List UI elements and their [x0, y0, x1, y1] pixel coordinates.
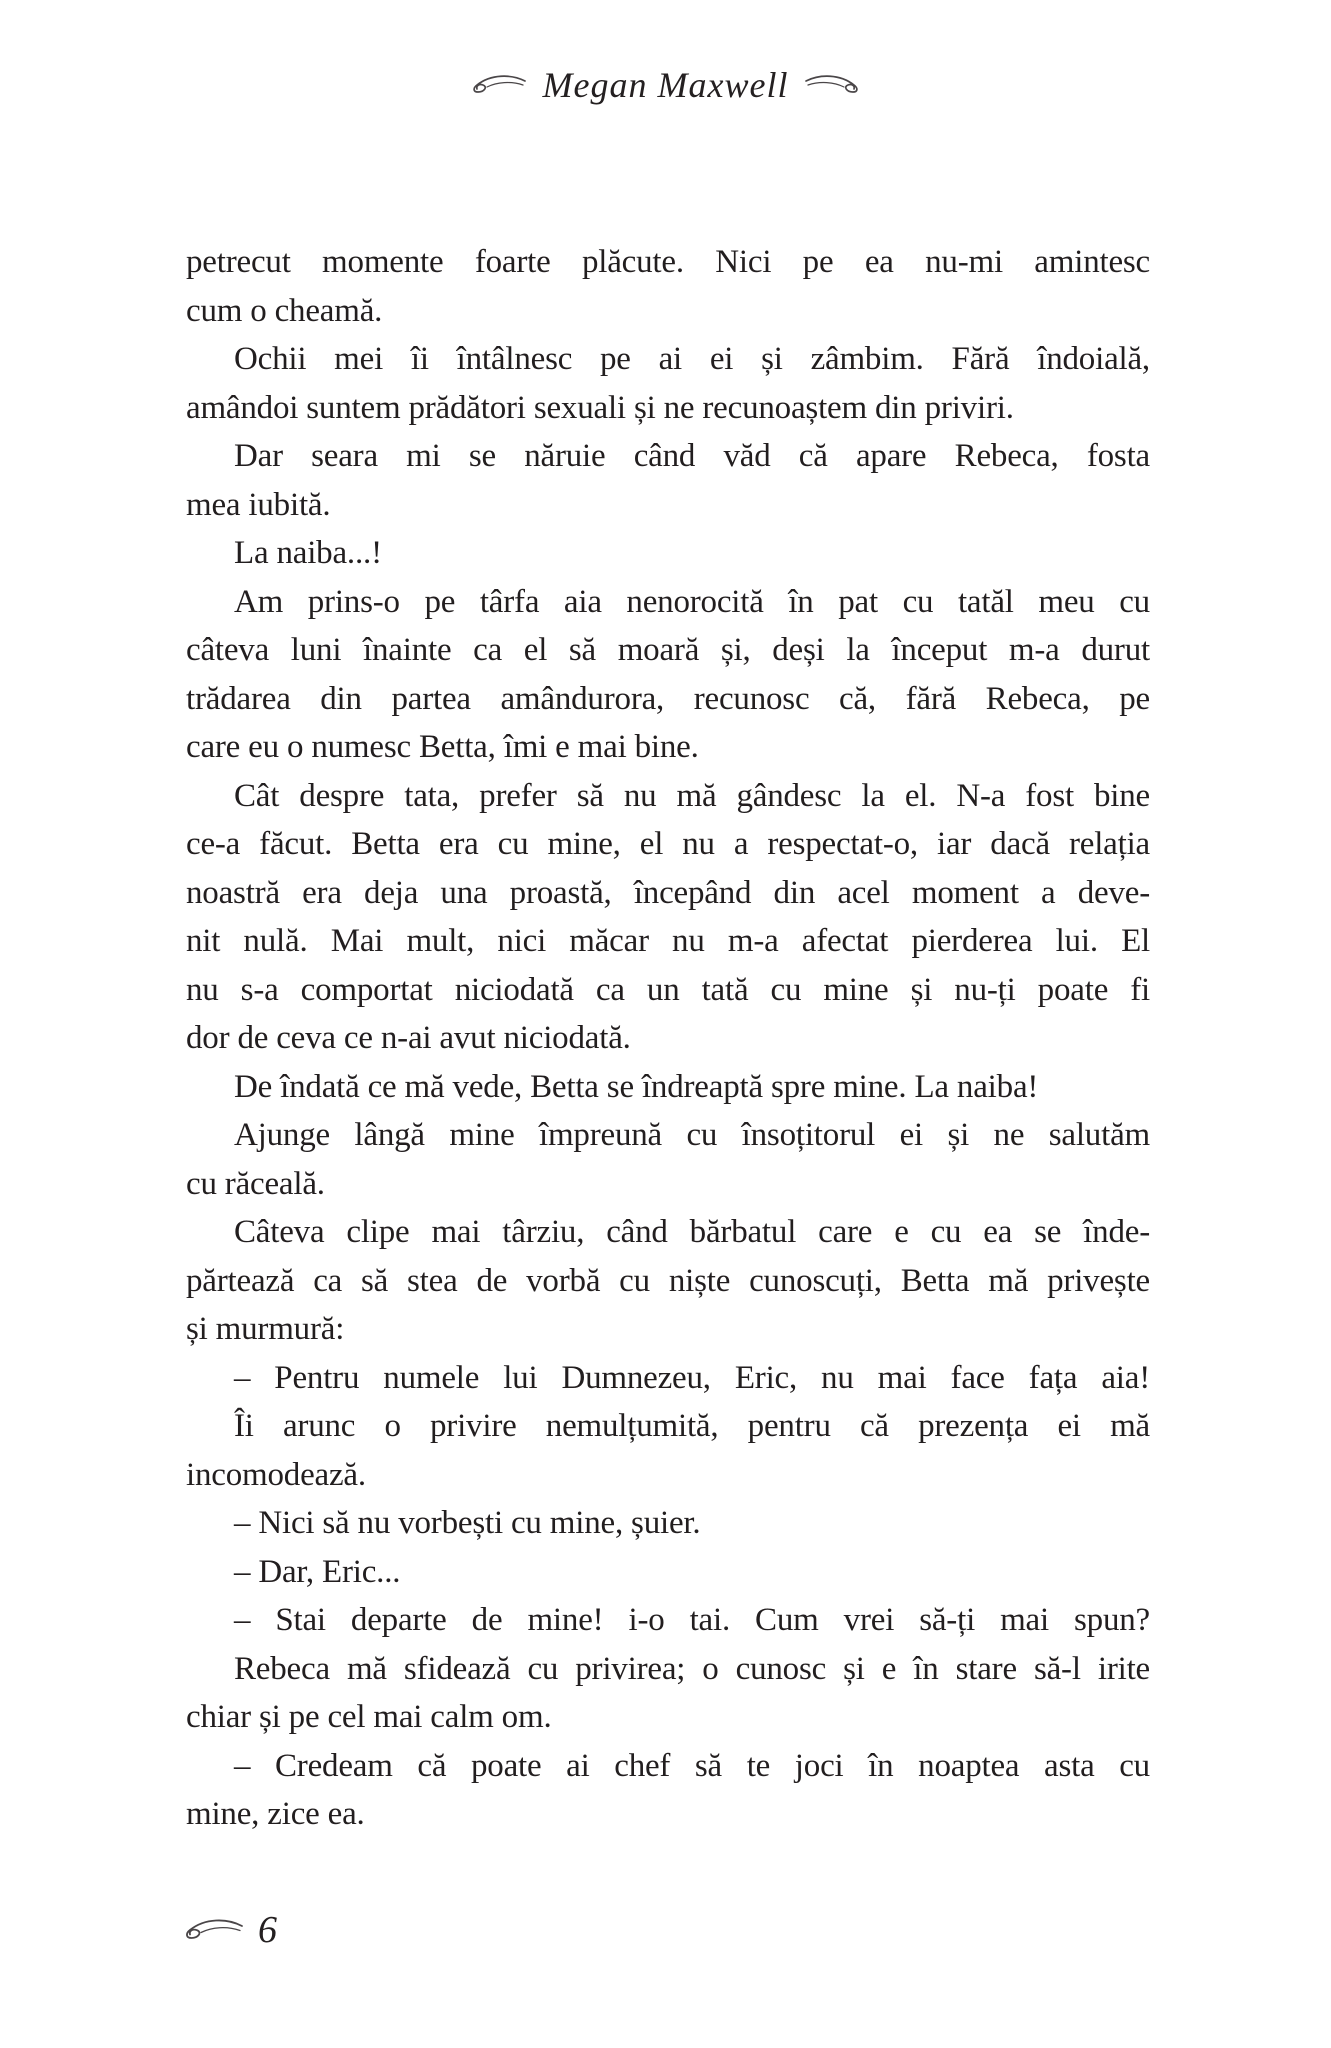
- text-line: și murmură:: [186, 1311, 345, 1347]
- page-number: 6: [258, 1909, 277, 1951]
- text-line: Rebeca mă sfidează cu privirea; o cunosc și e în stare să-l irite: [234, 1650, 1150, 1687]
- flourish-icon: [469, 72, 527, 98]
- text-line: câteva luni înainte ca el să moară și, deși la început m-a durut: [186, 632, 1150, 668]
- text-line: Am prins-o pe târfa aia nenorocită în pat cu tatăl meu cu: [234, 583, 1150, 620]
- text-line: dor de ceva ce n-ai avut niciodată.: [186, 1020, 631, 1056]
- text-line: La naiba...!: [234, 535, 382, 571]
- flourish-icon: [182, 1915, 244, 1945]
- flourish-icon: [804, 72, 862, 98]
- text-line: – Credeam că poate ai chef să te joci în noaptea asta cu: [234, 1747, 1150, 1784]
- text-line: amândoi suntem prădători sexuali și ne recunoaștem din priviri.: [186, 389, 1014, 426]
- text-line: – Stai departe de mine! i-o tai. Cum vrei să-ți mai spun?: [234, 1602, 1150, 1638]
- text-line: nit nulă. Mai mult, nici măcar nu m-a afectat pierderea lui. El: [186, 923, 1150, 959]
- text-line: – Pentru numele lui Dumnezeu, Eric, nu mai face fața aia!: [234, 1359, 1150, 1396]
- text-line: mea iubită.: [186, 486, 331, 523]
- text-line: De îndată ce mă vede, Betta se îndreaptă spre mine. La naiba!: [234, 1068, 1039, 1105]
- text-line: Câteva clipe mai târziu, când bărbatul care e cu ea se înde-: [234, 1214, 1150, 1250]
- text-line: incomodează.: [186, 1456, 366, 1493]
- text-line: Dar seara mi se năruie când văd că apare Rebeca, fosta: [234, 438, 1150, 474]
- text-line: mine, zice ea.: [186, 1796, 365, 1832]
- text-line: – Dar, Eric...: [234, 1553, 401, 1590]
- running-header: [0, 64, 1331, 106]
- text-line: – Nici să nu vorbești cu mine, șuier.: [234, 1505, 701, 1541]
- page-body: [186, 238, 1150, 1839]
- text-line: care eu o numesc Betta, îmi e mai bine.: [186, 729, 699, 765]
- page-title: Megan Maxwell: [542, 65, 789, 105]
- text-line: ce-a făcut. Betta era cu mine, el nu a respectat-o, iar dacă relația: [186, 826, 1150, 862]
- text-line: Ajunge lângă mine împreună cu însoțitorul ei și ne salutăm: [234, 1117, 1150, 1153]
- text-line: părtează ca să stea de vorbă cu niște cunoscuți, Betta mă privește: [186, 1262, 1150, 1299]
- text-line: Cât despre tata, prefer să nu mă gândesc la el. N-a fost bine: [234, 777, 1150, 814]
- text-line: trădarea din partea amândurora, recunosc că, fără Rebeca, pe: [186, 680, 1150, 717]
- text-line: Îi arunc o privire nemulțumită, pentru că prezența ei mă: [234, 1408, 1150, 1444]
- text-line: chiar și pe cel mai calm om.: [186, 1699, 552, 1735]
- text-line: nu s-a comportat niciodată ca un tată cu mine și nu-ți poate fi: [186, 971, 1150, 1008]
- text-line: petrecut momente foarte plăcute. Nici pe ea nu-mi amintesc: [186, 244, 1150, 280]
- text-line: noastră era deja una proastă, începând din acel moment a deve-: [186, 874, 1150, 911]
- text-line: cum o cheamă.: [186, 292, 383, 329]
- page-footer: [182, 1908, 277, 1952]
- text-line: Ochii mei îi întâlnesc pe ai ei și zâmbim. Fără îndoială,: [234, 341, 1150, 377]
- text-line: cu răceală.: [186, 1165, 325, 1202]
